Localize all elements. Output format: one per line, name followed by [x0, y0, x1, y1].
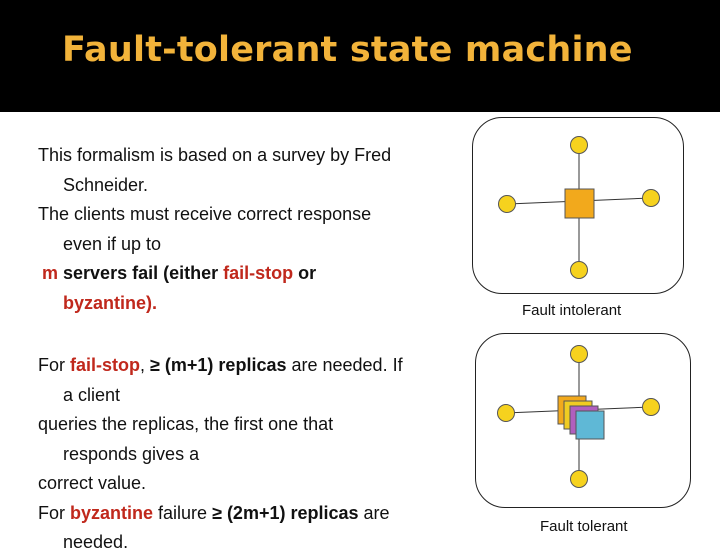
client-node: [571, 262, 588, 279]
text-span: are: [358, 502, 390, 523]
fault-tolerant-diagram: [498, 346, 660, 488]
text-line: responds gives a: [63, 443, 200, 464]
fail-stop-term: fail-stop: [223, 263, 294, 283]
slide-title: Fault-tolerant state machine: [62, 30, 633, 70]
fault-tolerant-caption: Fault tolerant: [540, 518, 628, 535]
text-line: even if up to: [63, 233, 162, 254]
text-span: ,: [140, 355, 151, 375]
text-line: Schneider.: [63, 174, 149, 195]
replica-count-failstop: ≥ (m+1) replicas: [150, 355, 287, 375]
text-line: needed.: [63, 532, 129, 552]
server-node: [565, 189, 594, 218]
client-node: [643, 399, 660, 416]
byzantine-term: byzantine: [70, 502, 154, 523]
client-node: [571, 346, 588, 363]
text-span: are needed. If: [286, 355, 403, 375]
client-node: [499, 196, 516, 213]
text-line: a client: [63, 384, 121, 405]
replica-count-byzantine: ≥ (2m+1) replicas: [212, 502, 359, 523]
client-node: [571, 137, 588, 154]
fault-intolerant-diagram: [499, 137, 660, 279]
byzantine-term: byzantine).: [63, 292, 158, 313]
text-line: The clients must receive correct response: [38, 204, 372, 224]
replica-node: [576, 411, 604, 439]
text-line: queries the replicas, the first one that: [38, 414, 334, 434]
client-node: [571, 471, 588, 488]
text-span: or: [293, 263, 317, 283]
fail-stop-term: fail-stop: [70, 355, 141, 375]
text-line: correct value.: [38, 473, 147, 493]
text-span: For: [38, 355, 71, 375]
client-node: [498, 405, 515, 422]
variable-m: m: [42, 263, 64, 283]
text-span: For: [38, 502, 71, 523]
text-span: servers fail (either: [63, 263, 224, 283]
client-node: [643, 190, 660, 207]
fault-intolerant-caption: Fault intolerant: [522, 302, 622, 319]
text-span: failure: [153, 502, 213, 523]
text-line: This formalism is based on a survey by Fred: [38, 145, 392, 165]
